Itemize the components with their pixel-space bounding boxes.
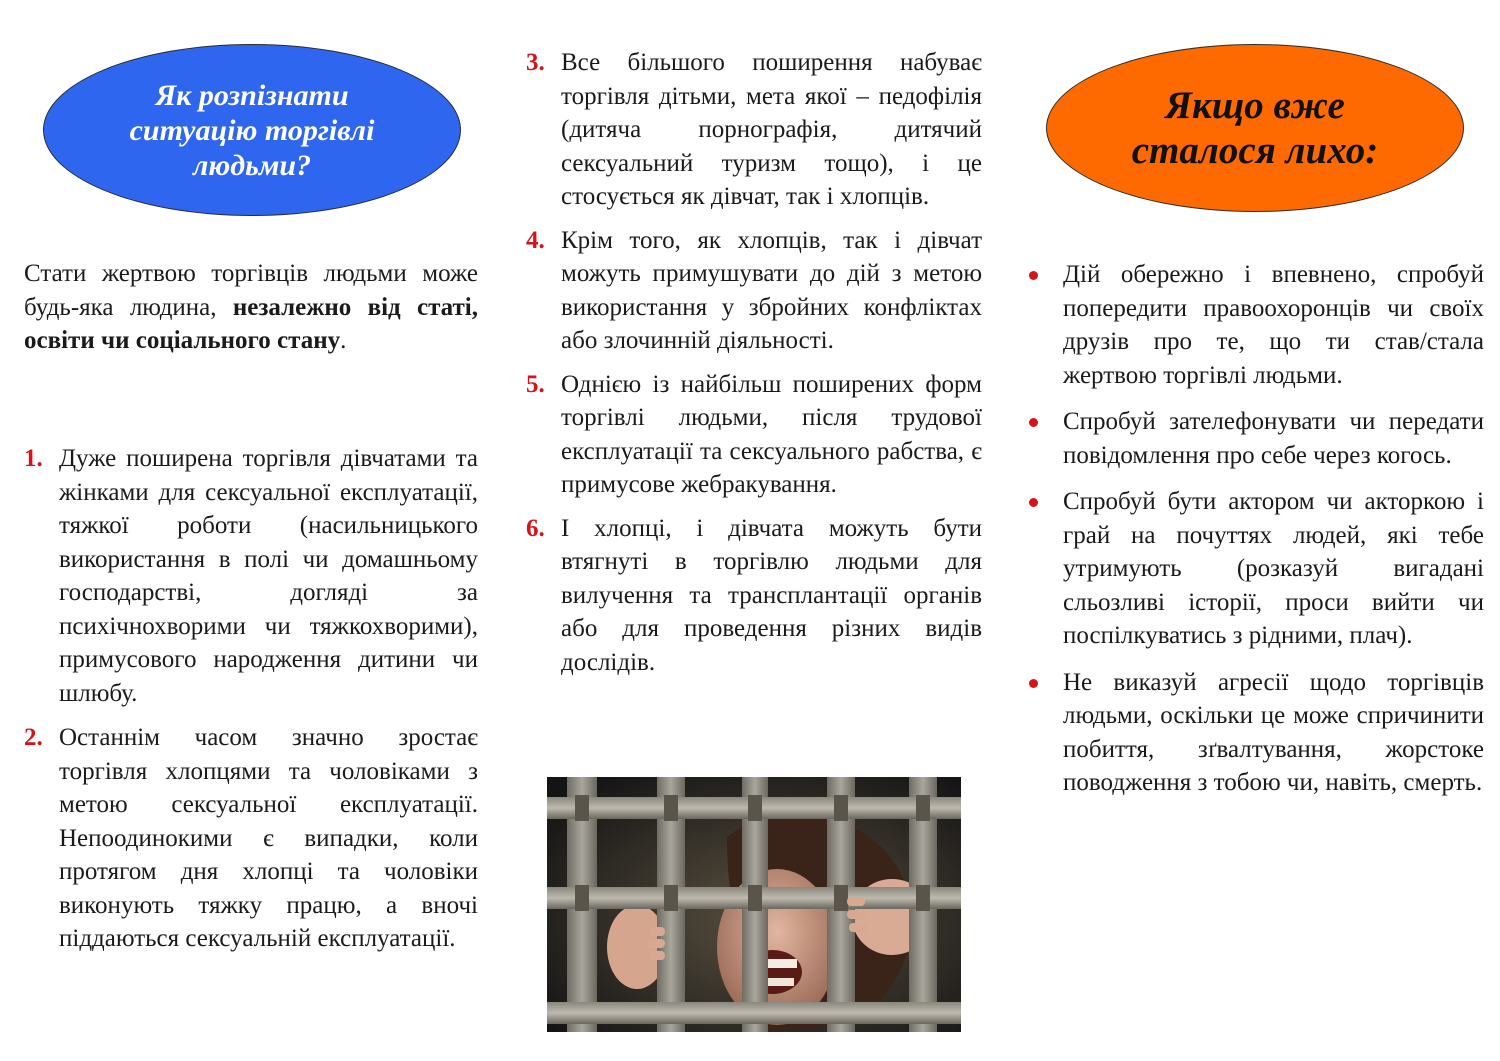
intro-bold-text: незалежно від статі, освіти чи соціального стану [24,293,478,354]
woman-behind-bars-photo [547,777,961,1032]
item-number: 2. [24,724,43,751]
intro-paragraph [24,257,478,358]
item-text: Однією із найбільш поширених форм торгівлі людьми, після трудової експлуатації та сексуального рабства, є примусове жебракування. [561,370,982,498]
bullet-item [1028,666,1484,800]
right-heading-ellipse [1046,44,1464,212]
item-number: 3. [526,49,545,76]
item-number: 6. [526,514,545,542]
list-item [526,224,982,358]
item-number: 4. [526,226,545,254]
bullet-text: Не виказуй агресії щодо торгівців людьми, оскільки це може спричинити побиття, зґвалтування, жорстоке поводження з тобою чи, навіть, смерть. [1063,668,1484,796]
numbered-list-middle [526,46,982,689]
left-heading-ellipse [43,44,461,216]
intro-text-end: . [340,327,347,354]
right-heading-line: Якщо вже [1165,84,1345,127]
list-item [526,512,982,680]
left-heading-line: ситуацію торгівлі [129,113,375,147]
intro-text: Стати жертвою торгівців людьми може будь-яка людина, [24,260,478,321]
item-text: Все більшого поширення набуває торгівля дітьми, мета якої – педофілія (дитяча порнографія, дитячий сексуальний туризм тощо), і це стосується як дівчат, так і хлопців. [561,49,982,210]
bullet-text: Спробуй бути актором чи акторкою і грай на почуттях людей, які тебе утримують (розказуй вигадані сльозливі історії, проси вийти чи поспілкуватись з рідними, плач). [1063,488,1484,649]
bullet-dot-icon [1029,418,1038,427]
bullet-dot-icon [1029,679,1038,688]
item-number: 1. [24,445,43,472]
item-text: І хлопці, і дівчата можуть бути втягнуті в торгівлю людьми для вилучення та трансплантації органів або для проведення різних видів дослідів. [561,514,982,676]
list-item [526,46,982,214]
list-item [526,368,982,502]
bullet-item [1028,405,1484,472]
item-text: Дуже поширена торгівля дівчатами та жінками для сексуальної експлуатації, тяжкої роботи (насильницького використання в полі чи домашньому господарстві, догляді за психічнохворими чи тяжкохворими), примусового народження дитини чи шлюбу. [59,445,478,707]
right-heading-line: сталося лихо: [1131,129,1379,172]
photo-illustration [547,777,961,1032]
list-item [24,721,478,956]
left-heading-line: Як розпізнати [155,78,349,112]
bullet-dot-icon [1029,498,1038,507]
bullet-text: Дій обережно і впевнено, спробуй попередити правоохоронців чи своїх друзів про те, що ти став/стала жертвою торгівлі людьми. [1063,261,1484,389]
item-number: 5. [526,370,545,398]
right-heading [1132,83,1379,173]
bullet-item [1028,258,1484,392]
list-item [24,442,478,710]
bullet-list-right [1028,258,1484,813]
bullet-item [1028,485,1484,653]
bullet-text: Спробуй зателефонувати чи передати повідомлення про себе через когось. [1063,408,1484,469]
left-heading [130,78,375,183]
bullet-dot-icon [1029,271,1038,280]
item-text: Крім того, як хлопців, так і дівчат можуть примушувати до дій з метою використання у збройних конфліктах або злочинній діяльності. [561,226,982,354]
item-text: Останнім часом значно зростає торгівля хлопцями та чоловіками з метою сексуальної експлуатації. Непоодинокими є випадки, коли протягом дня хлопці та чоловіки виконують тяжку працю, а вночі піддаються сексуальній експлуатації. [59,724,478,952]
left-heading-line: людьми? [192,148,312,182]
numbered-list-left [24,442,478,967]
